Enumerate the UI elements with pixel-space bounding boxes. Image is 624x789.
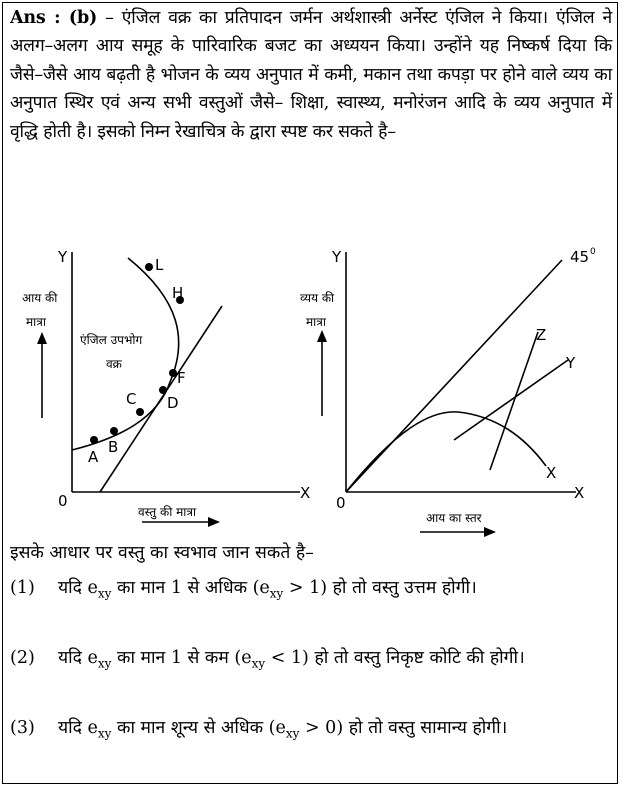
point-f-dot xyxy=(169,369,177,377)
degree-symbol: 0 xyxy=(590,247,596,257)
right-y-axis-label: Y xyxy=(332,248,342,266)
left-origin-label: 0 xyxy=(58,492,68,510)
engel-curve-diagram xyxy=(10,240,310,532)
right-origin-label: 0 xyxy=(336,494,346,512)
point-b-dot xyxy=(110,427,118,435)
point-l-dot xyxy=(145,263,153,271)
curve-z-label: Z xyxy=(536,326,547,344)
point-d-dot xyxy=(159,386,167,394)
curve-z xyxy=(490,332,538,470)
point-b-label: B xyxy=(108,438,119,456)
point-a-label: A xyxy=(88,448,99,466)
point-f-label: F xyxy=(177,369,186,387)
curve-y-label: Y xyxy=(566,354,576,372)
curve-x xyxy=(346,412,546,492)
left-x-quantity-label: वस्तु की मात्रा xyxy=(138,505,197,519)
point-d-label: D xyxy=(167,394,179,412)
expenditure-diagram xyxy=(300,240,616,540)
point-c-label: C xyxy=(126,390,137,408)
item-number: (1) xyxy=(10,578,35,598)
right-x-axis-label: X xyxy=(574,484,585,502)
left-y-arrowhead xyxy=(37,332,47,344)
right-x-arrowhead xyxy=(484,527,496,537)
left-x-arrowhead xyxy=(208,517,220,527)
answer-text: – एंजिल वक्र का प्रतिपादन जर्मन अर्थशास्त्री अर्नेस्ट एंजिल ने किया। एंजिल ने अलग–अलग आय समूह के पारिवारिक बजट का अध्ययन किया। उन्होंने यह निष्कर्ष दिया कि जैसे–जैसे आय बढ़ती है भोजन के व्यय अनुपात में कमी, मकान तथा कपड़ा पर होने वाले व्यय का अनुपात स्थिर एवं अन्य सभी वस्तुओं जैसे– शिक्षा, स्वास्थ्य, मनोरंजन आदि के व्यय अनुपात में वृद्धि होती है। इसको निम्न रेखाचित्र के द्वारा स्पष्ट कर सकते है– xyxy=(10,8,613,142)
right-x-quantity-label: आय का स्तर xyxy=(426,511,482,525)
right-y-quantity-label-1: व्यय की xyxy=(300,291,335,305)
item-text: यदि $e_{xy}$ का मान 1 से कम $(e_{xy} < 1)$ हो तो वस्तु निकृष्ट कोटि की होगी। xyxy=(58,648,525,671)
item-number: (3) xyxy=(10,718,35,738)
curve-name-label-2: वक्र xyxy=(106,357,122,371)
right-y-quantity-label-2: मात्रा xyxy=(306,315,327,329)
line-45-degree xyxy=(346,260,562,492)
answer-paragraph xyxy=(10,4,612,146)
point-a-dot xyxy=(90,436,98,444)
item-text: यदि $e_{xy}$ का मान 1 से अधिक $(e_{xy} > 1)$ हो तो वस्तु उत्तम होगी। xyxy=(58,578,477,601)
point-l-label: L xyxy=(155,256,164,274)
point-c-dot xyxy=(136,408,144,416)
left-y-axis-label: Y xyxy=(58,248,68,266)
curve-x-label: X xyxy=(546,464,557,482)
point-h-label: H xyxy=(172,284,184,302)
answer-prefix: Ans : (b) xyxy=(10,8,98,28)
line-45-label: 45 xyxy=(570,248,590,266)
left-y-quantity-label-1: आय की xyxy=(22,291,58,305)
curve-y xyxy=(454,360,568,440)
left-x-axis-label: X xyxy=(300,484,310,502)
right-y-arrowhead xyxy=(317,330,327,342)
engel-curve xyxy=(72,258,179,450)
conclusion-line: इसके आधार पर वस्तु का स्वभाव जान सकते है– xyxy=(10,543,314,563)
item-text: यदि $e_{xy}$ का मान शून्य से अधिक $(e_{xy} > 0)$ हो तो वस्तु सामान्य होगी। xyxy=(58,718,508,741)
curve-name-label-1: एंजिल उपभोग xyxy=(80,333,143,347)
item-number: (2) xyxy=(10,648,35,668)
left-y-quantity-label-2: मात्रा xyxy=(26,315,47,329)
